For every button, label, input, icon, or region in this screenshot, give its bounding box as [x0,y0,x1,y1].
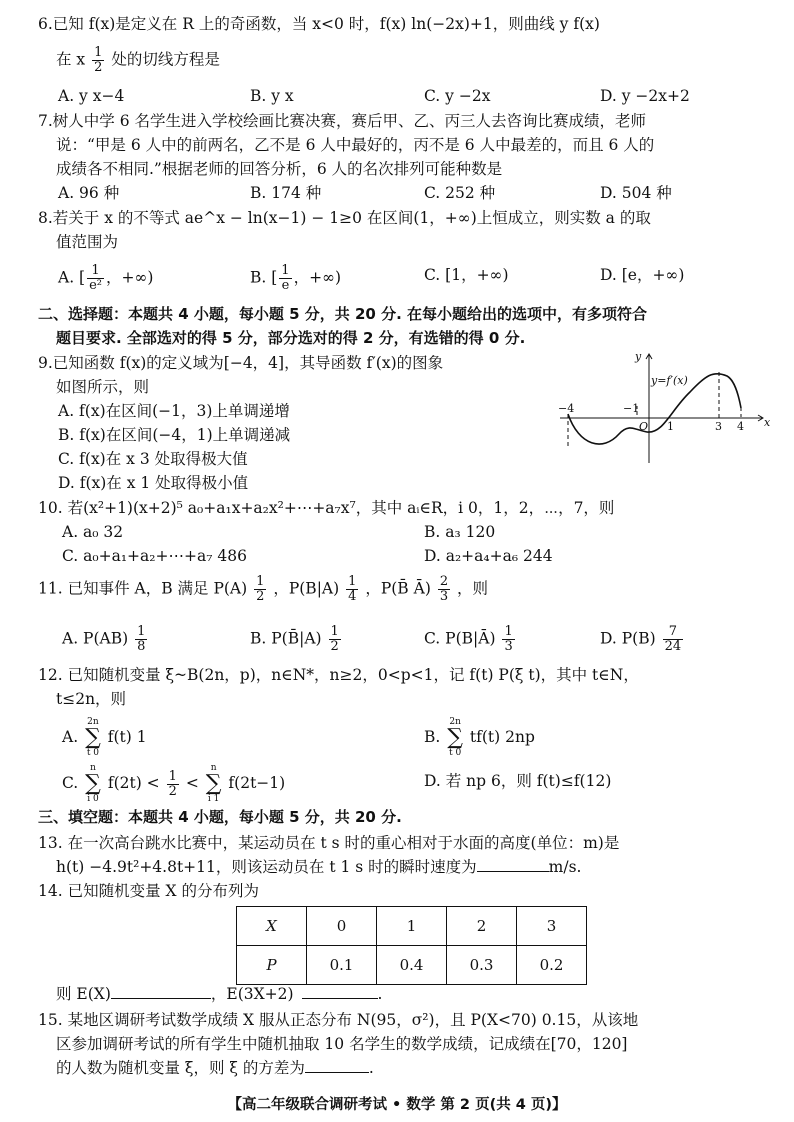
q12-c-mid2: < [185,774,199,792]
q12-c-num: 1 [168,768,177,784]
q11-mid2: ，P(B̄ Ā) [365,579,431,598]
q13-stem-line2 [56,856,581,878]
q12-c-sum1-bot: i 0 [87,794,99,804]
table-row [237,907,587,946]
q8-b-pre: B. [ [250,268,278,287]
q14-answer-line [56,983,382,1005]
q11-post: ，则 [457,579,489,598]
q14-post: . [377,985,383,1003]
table-cell: 1 [377,907,447,946]
q7-option-a: A. 96 种 [58,184,120,202]
q12-option-b [424,718,535,758]
q11-frac2 [346,575,358,604]
q6-fraction [92,46,104,75]
table-cell: 0.1 [307,946,377,985]
q11-option-a [62,625,149,654]
q11-a-num: 1 [137,624,146,639]
graph-tick-1: 1 [667,420,674,433]
q7-stem-line1: 7.树人中学 6 名学生进入学校绘画比赛决赛，赛后甲、乙、丙三人去咨询比赛成绩，老师 [38,112,647,130]
q11-mid1: ，P(B|A) [273,579,340,598]
q11-b-text: B. P(B̄|A) [250,629,322,648]
q13-stem-line1: 13. 在一次高台跳水比赛中，某运动员在 t s 时的重心相对于水面的高度(单位：m)是 [38,834,620,852]
q8-a-frac [87,264,104,293]
q11-b-frac [329,625,341,654]
q11-f2-den: 4 [348,589,357,604]
q6-frac-num: 1 [94,45,103,60]
q13-answer-blank[interactable] [477,857,549,872]
q8-stem-line2: 值范围为 [56,233,119,251]
q11-frac3 [438,575,450,604]
q8-b-num: 1 [281,263,290,278]
q11-f3-num: 2 [439,574,449,589]
q10-option-d: D. a₂+a₄+a₆ 244 [424,547,553,565]
q7-stem-line2: 说：“甲是 6 人中的前两名，乙不是 6 人中最好的，丙不是 6 人中最差的，而且 6 人的 [56,136,655,154]
graph-tick-3: 3 [715,420,722,433]
q12-stem-line1: 12. 已知随机变量 ξ~B(2n，p)，n∈N*，n≥2，0<p<1，记 f(t) P(ξ t)，其中 t∈N， [38,666,639,684]
section2-heading-line1: 二、选择题：本题共 4 小题，每小题 5 分，共 20 分. 在每小题给出的选项中，有多项符合 [38,305,648,323]
graph-origin-label: O [639,420,649,433]
q8-b-den: e [281,278,290,293]
graph-function-label: y=f′(x) [651,374,688,387]
q7-stem-line3: 成绩各不相同.”根据老师的回答分析，6 人的名次排列可能种数是 [56,160,503,178]
table-cell: X [237,907,307,946]
q6-option-b: B. y x [250,87,294,105]
q10-stem: 10. 若(x²+1)(x+2)⁵ a₀+a₁x+a₂x²+⋯+a₇x⁷，其中 aᵢ∈R，i 0，1，2，⋯，7，则 [38,499,615,517]
q8-option-d: D. [e，+∞) [600,266,685,284]
q12-c-den: 2 [168,783,177,799]
q8-option-c: C. [1，+∞) [424,266,509,284]
q14-answer-blank-2[interactable] [302,984,378,999]
table-row [237,946,587,985]
q12-a-sigma: 2n ∑ t 0 [85,717,101,758]
table-cell: 3 [517,907,587,946]
q6-text: 在 x [56,50,86,69]
q12-b-label: B. [424,728,441,746]
q13-post: m/s. [548,858,582,876]
distribution-table [236,906,587,985]
graph-y-label: y [635,350,642,363]
q12-c-sum2-bot: i 1 [207,794,220,804]
q8-option-b [250,264,341,293]
q11-option-d [600,625,685,654]
q8-a-post: ，+∞) [106,268,154,287]
q11-a-frac [135,625,147,654]
q13-pre: h(t) −4.9t²+4.8t+11，则该运动员在 t 1 s 时的瞬时速度为 [56,858,477,876]
q11-b-den: 2 [330,639,339,654]
q9-stem-line1: 9.已知函数 f(x)的定义域为[−4，4]，其导函数 f′(x)的图象 [38,354,444,372]
q11-b-num: 1 [330,624,339,639]
q11-c-den: 3 [504,639,513,654]
q10-option-c: C. a₀+a₁+a₂+⋯+a₇ 486 [62,547,247,565]
q12-stem-line2: t≤2n，则 [56,690,127,708]
q14-mid: ，E(3X+2) [210,985,294,1003]
q6-option-a: A. y x−4 [58,87,125,105]
q15-stem-line2: 区参加调研考试的所有学生中随机抽取 10 名学生的数学成绩，记成绩在[70，120] [56,1035,628,1053]
q6-text-post: 处的切线方程是 [111,50,220,69]
q8-b-frac [279,264,291,293]
graph-x-label: x [764,416,770,429]
q6-option-d: D. y −2x+2 [600,87,690,105]
q8-b-post: ，+∞) [293,268,342,287]
q12-c-mid1: f(2t) < [107,774,160,792]
q11-d-frac [663,625,684,654]
q9-option-d: D. f(x)在 x 1 处取得极小值 [58,474,249,492]
q12-option-c [62,764,285,804]
q7-option-c: C. 252 种 [424,184,496,202]
q12-c-sigma2: n ∑ i 1 [205,763,222,804]
q15-stem-line1: 15. 某地区调研考试数学成绩 X 服从正态分布 N(95，σ²)，且 P(X<70) 0.15，从该地 [38,1011,639,1029]
q15-answer-blank[interactable] [305,1058,369,1073]
q15-post: . [368,1059,374,1077]
q12-c-sum2-top: n [210,763,217,773]
q11-stem [38,575,488,604]
q11-frac1 [254,575,266,604]
table-cell: 0.2 [517,946,587,985]
q8-a-pre: A. [ [58,268,86,287]
q11-option-b [250,625,343,654]
q9-stem-line2: 如图所示，则 [56,378,150,396]
table-cell: 0.3 [447,946,517,985]
q12-a-sum-top: 2n [87,717,99,727]
q6-frac-den: 2 [94,60,103,75]
section2-heading-line2: 题目要求. 全部选对的得 5 分，部分选对的得 2 分，有选错的得 0 分. [56,329,526,347]
q14-stem: 14. 已知随机变量 X 的分布列为 [38,882,259,900]
q10-option-b: B. a₃ 120 [424,523,496,541]
q15-pre: 的人数为随机变量 ξ，则 ξ 的方差为 [56,1059,305,1077]
q12-c-label: C. [62,774,79,792]
q11-option-c [424,625,517,654]
q6-stem-line1: 6.已知 f(x)是定义在 R 上的奇函数，当 x<0 时，f(x) ln(−2x)+1，则曲线 y f(x) [38,15,600,33]
q12-b-post: tf(t) 2np [469,728,535,746]
q10-option-a: A. a₀ 32 [62,523,124,541]
q11-f2-num: 1 [348,574,357,589]
q11-f3-den: 3 [439,589,449,604]
q11-d-num: 7 [663,625,684,640]
table-cell: P [237,946,307,985]
q6-stem-line2 [56,46,220,75]
q6-option-c: C. y −2x [424,87,491,105]
q11-c-text: C. P(B|Ā) [424,629,496,648]
q15-stem-line3 [56,1057,374,1079]
q11-d-text: D. P(B) [600,629,656,648]
q12-c-post: f(2t−1) [228,774,286,792]
q12-c-frac [167,770,179,799]
table-cell: 2 [447,907,517,946]
q11-pre: 11. 已知事件 A，B 满足 P(A) [38,579,248,598]
q12-b-sum-bot: t 0 [449,748,462,758]
q8-option-a [58,264,153,293]
q12-c-sum1-top: n [90,763,96,773]
q12-b-sigma: 2n ∑ t 0 [447,717,463,758]
graph-tick-neg1: −1 [623,402,640,415]
q9-derivative-graph [555,348,770,468]
q12-option-a [62,718,147,758]
q11-d-den: 24 [664,639,682,654]
q7-option-d: D. 504 种 [600,184,672,202]
table-cell: 0.4 [377,946,447,985]
q11-a-text: A. P(AB) [62,629,129,648]
graph-tick-4: 4 [737,420,744,433]
q11-f1-num: 1 [256,574,265,589]
section3-heading: 三、填空题：本题共 4 小题，每小题 5 分，共 20 分. [38,808,402,826]
graph-tick-neg4: −4 [558,402,575,415]
q11-a-den: 8 [137,639,146,654]
q7-option-b: B. 174 种 [250,184,322,202]
q12-option-d: D. 若 np 6，则 f(t)≤f(12) [424,772,612,790]
q12-b-sum-top: 2n [449,717,461,727]
q11-f1-den: 2 [256,589,265,604]
q8-a-den: e² [89,278,103,293]
q11-c-frac [502,625,514,654]
q12-a-label: A. [62,728,79,746]
q14-answer-blank-1[interactable] [111,984,211,999]
q12-a-sum-bot: t 0 [86,748,100,758]
q9-option-c: C. f(x)在 x 3 处取得极大值 [58,450,248,468]
q8-a-num: 1 [87,264,104,279]
q14-pre: 则 E(X) [56,985,111,1003]
q11-c-num: 1 [504,624,513,639]
q8-stem-line1: 8.若关于 x 的不等式 ae^x − ln(x−1) − 1≥0 在区间(1，+∞)上恒成立，则实数 a 的取 [38,209,651,227]
q12-c-sigma1: n ∑ i 0 [85,763,101,804]
q12-a-post: f(t) 1 [107,728,147,746]
page-footer: 【高二年级联合调研考试 • 数学 第 2 页(共 4 页)】 [227,1097,567,1113]
table-cell: 0 [307,907,377,946]
q9-option-b: B. f(x)在区间(−4，1)上单调递减 [58,426,291,444]
q9-option-a: A. f(x)在区间(−1，3)上单调递增 [58,402,290,420]
